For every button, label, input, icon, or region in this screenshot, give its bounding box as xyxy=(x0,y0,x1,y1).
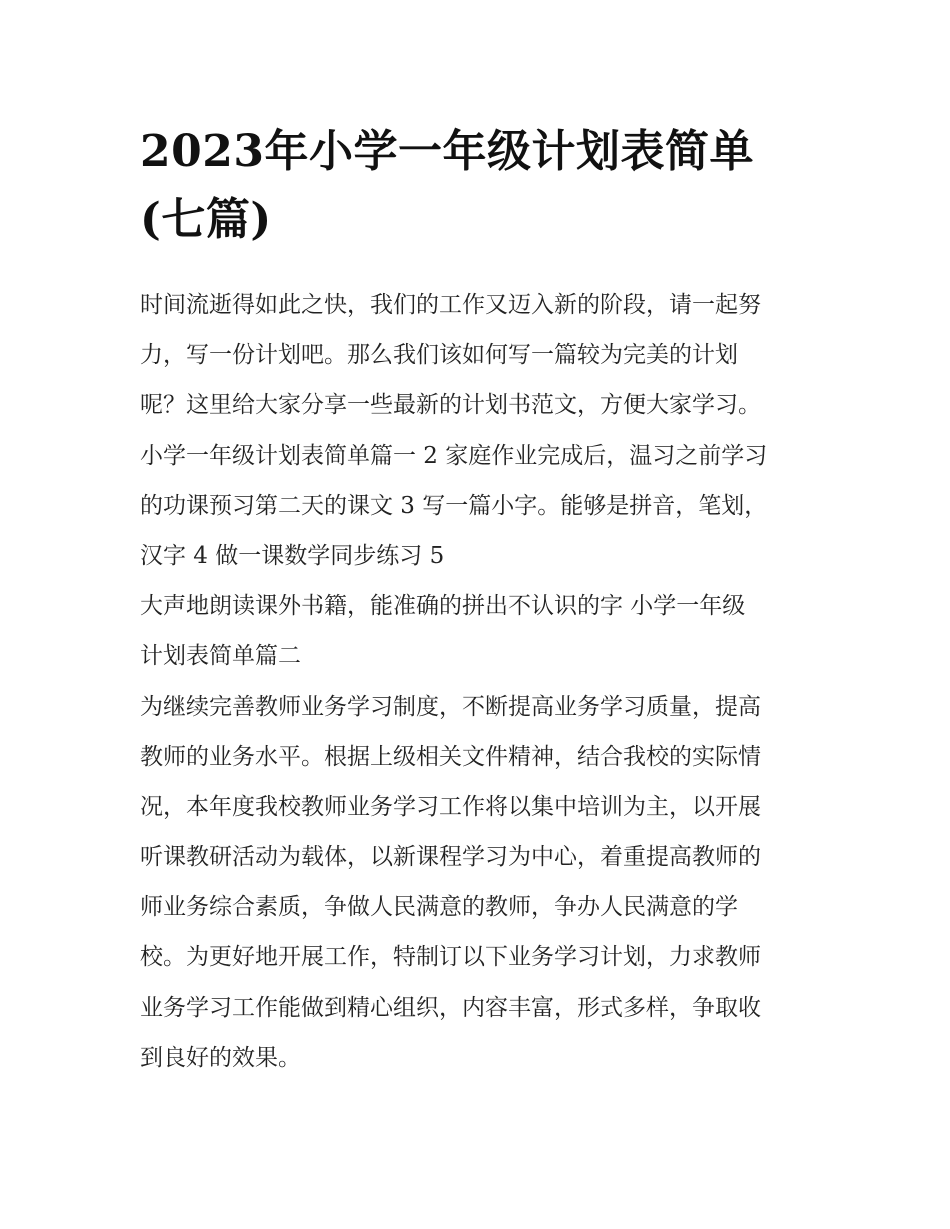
title-line-2: (七篇) xyxy=(140,194,272,245)
body-text xyxy=(140,280,820,1083)
title-line-1: 2023年小学一年级计划表简单 xyxy=(140,126,754,177)
text-line: 呢？这里给大家分享一些最新的计划书范文，方便大家学习。 xyxy=(140,392,761,419)
text-line: 时间流逝得如此之快，我们的工作又迈入新的阶段，请一起努 xyxy=(140,292,761,318)
text-line: 的功课预习第二天的课文 3 写一篇小字。能够是拼音，笔划， xyxy=(140,492,768,519)
text-line: 汉字 4 做一课数学同步练习 5 xyxy=(140,542,445,569)
text-line: 大声地朗读课外书籍，能准确的拼出不认识的字 小学一年级 xyxy=(140,593,746,620)
text-line: 况，本年度我校教师业务学习工作将以集中培训为主，以开展 xyxy=(140,793,761,820)
text-line: 校。为更好地开展工作，特制订以下业务学习计划，力求教师 xyxy=(140,944,761,971)
text-line: 师业务综合素质，争做人民满意的教师，争办人民满意的学 xyxy=(140,894,738,921)
text-line: 小学一年级计划表简单篇一 2 家庭作业完成后，温习之前学习 xyxy=(140,442,768,469)
text-line: 听课教研活动为载体，以新课程学习为中心，着重提高教师的 xyxy=(140,844,761,871)
text-line: 力，写一份计划吧。那么我们该如何写一篇较为完美的计划 xyxy=(140,342,738,369)
text-line: 为继续完善教师业务学习制度，不断提高业务学习质量，提高 xyxy=(140,693,761,720)
page-title xyxy=(140,118,820,254)
text-line: 业务学习工作能做到精心组织，内容丰富，形式多样，争取收 xyxy=(140,994,761,1021)
text-line: 到良好的效果。 xyxy=(140,1044,301,1071)
text-line: 计划表简单篇二 xyxy=(140,643,301,670)
text-line: 教师的业务水平。根据上级相关文件精神，结合我校的实际情 xyxy=(140,743,761,770)
